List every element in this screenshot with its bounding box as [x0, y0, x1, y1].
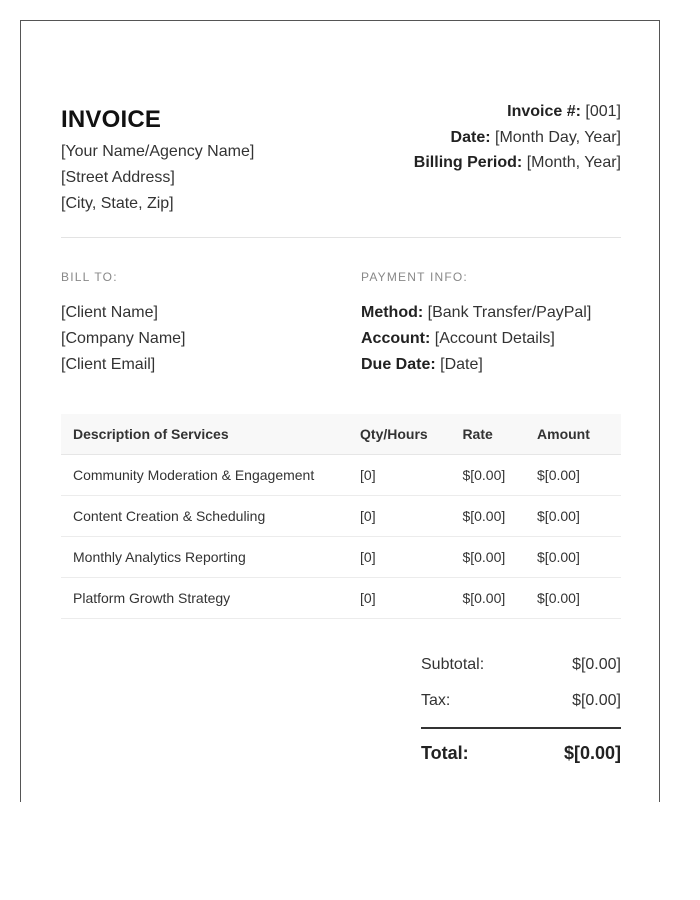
- tax-value: $[0.00]: [572, 692, 621, 709]
- sender-address: [61, 139, 254, 217]
- sender-name: [Your Name/Agency Name]: [61, 143, 255, 160]
- invoice-header: [61, 105, 621, 215]
- payment-info-label: PAYMENT INFO:: [361, 270, 468, 284]
- payment-method-label: Method:: [361, 304, 424, 321]
- row-amount: $[0.00]: [525, 537, 621, 578]
- row-rate: $[0.00]: [450, 455, 525, 496]
- subtotal-value: $[0.00]: [572, 656, 621, 673]
- row-qty: [0]: [348, 537, 450, 578]
- payment-due-date: [361, 352, 621, 378]
- row-rate: $[0.00]: [450, 496, 525, 537]
- table-row: [61, 537, 621, 578]
- invoice-page: [20, 20, 660, 802]
- row-description: Platform Growth Strategy: [61, 578, 348, 619]
- services-table: [61, 414, 621, 619]
- totals-block: [421, 655, 621, 765]
- row-rate: $[0.00]: [450, 578, 525, 619]
- invoice-meta: [414, 99, 621, 176]
- row-qty: [0]: [348, 455, 450, 496]
- invoice-number-label: Invoice #:: [507, 103, 581, 120]
- payment-due-date-label: Due Date:: [361, 356, 436, 373]
- sender-street: [Street Address]: [61, 169, 175, 186]
- payment-account-label: Account:: [361, 330, 431, 347]
- billing-period-value: [Month, Year]: [526, 154, 621, 171]
- grand-total-row: [421, 741, 621, 765]
- header-divider: [61, 237, 621, 238]
- invoice-number: [414, 99, 621, 125]
- subtotal-row: [421, 655, 621, 675]
- sender-block: [61, 105, 254, 217]
- table-row: [61, 455, 621, 496]
- column-header-qty: Qty/Hours: [348, 414, 450, 455]
- row-qty: [0]: [348, 496, 450, 537]
- payment-method: [361, 300, 621, 326]
- payment-info-section: [361, 270, 621, 378]
- client-email: [Client Email]: [61, 356, 156, 373]
- payment-method-value: [Bank Transfer/PayPal]: [427, 304, 592, 321]
- row-qty: [0]: [348, 578, 450, 619]
- invoice-date-value: [Month Day, Year]: [495, 128, 621, 146]
- row-rate: $[0.00]: [450, 537, 525, 578]
- row-description: Community Moderation & Engagement: [61, 455, 348, 496]
- row-amount: $[0.00]: [525, 496, 621, 537]
- invoice-date: [414, 125, 621, 151]
- total-value: $[0.00]: [563, 743, 621, 763]
- bill-to-section: [61, 270, 321, 378]
- row-description: Content Creation & Scheduling: [61, 496, 348, 537]
- column-header-amount: Amount: [525, 414, 621, 455]
- invoice-number-value: [001]: [585, 103, 621, 120]
- column-header-rate: Rate: [450, 414, 525, 455]
- bill-to-label: BILL TO:: [61, 270, 118, 284]
- client-name: [Client Name]: [61, 304, 158, 321]
- table-header-row: [61, 414, 621, 455]
- row-description: Monthly Analytics Reporting: [61, 537, 348, 578]
- total-label: Total:: [421, 743, 469, 763]
- payment-account-value: [Account Details]: [434, 330, 555, 347]
- invoice-title: INVOICE: [61, 106, 162, 133]
- billing-period: [414, 150, 621, 176]
- tax-row: [421, 691, 621, 711]
- subtotal-label: Subtotal:: [421, 656, 485, 673]
- sender-city: [City, State, Zip]: [61, 195, 174, 212]
- payment-account: [361, 326, 621, 352]
- row-amount: $[0.00]: [525, 578, 621, 619]
- row-amount: $[0.00]: [525, 455, 621, 496]
- company-name: [Company Name]: [61, 330, 186, 347]
- payment-due-date-value: [Date]: [440, 356, 483, 373]
- invoice-date-label: Date:: [450, 128, 491, 146]
- column-header-description: Description of Services: [61, 414, 348, 455]
- table-row: [61, 496, 621, 537]
- tax-label: Tax:: [421, 692, 451, 709]
- billing-period-label: Billing Period:: [413, 154, 523, 171]
- total-divider: [421, 727, 621, 729]
- table-row: [61, 578, 621, 619]
